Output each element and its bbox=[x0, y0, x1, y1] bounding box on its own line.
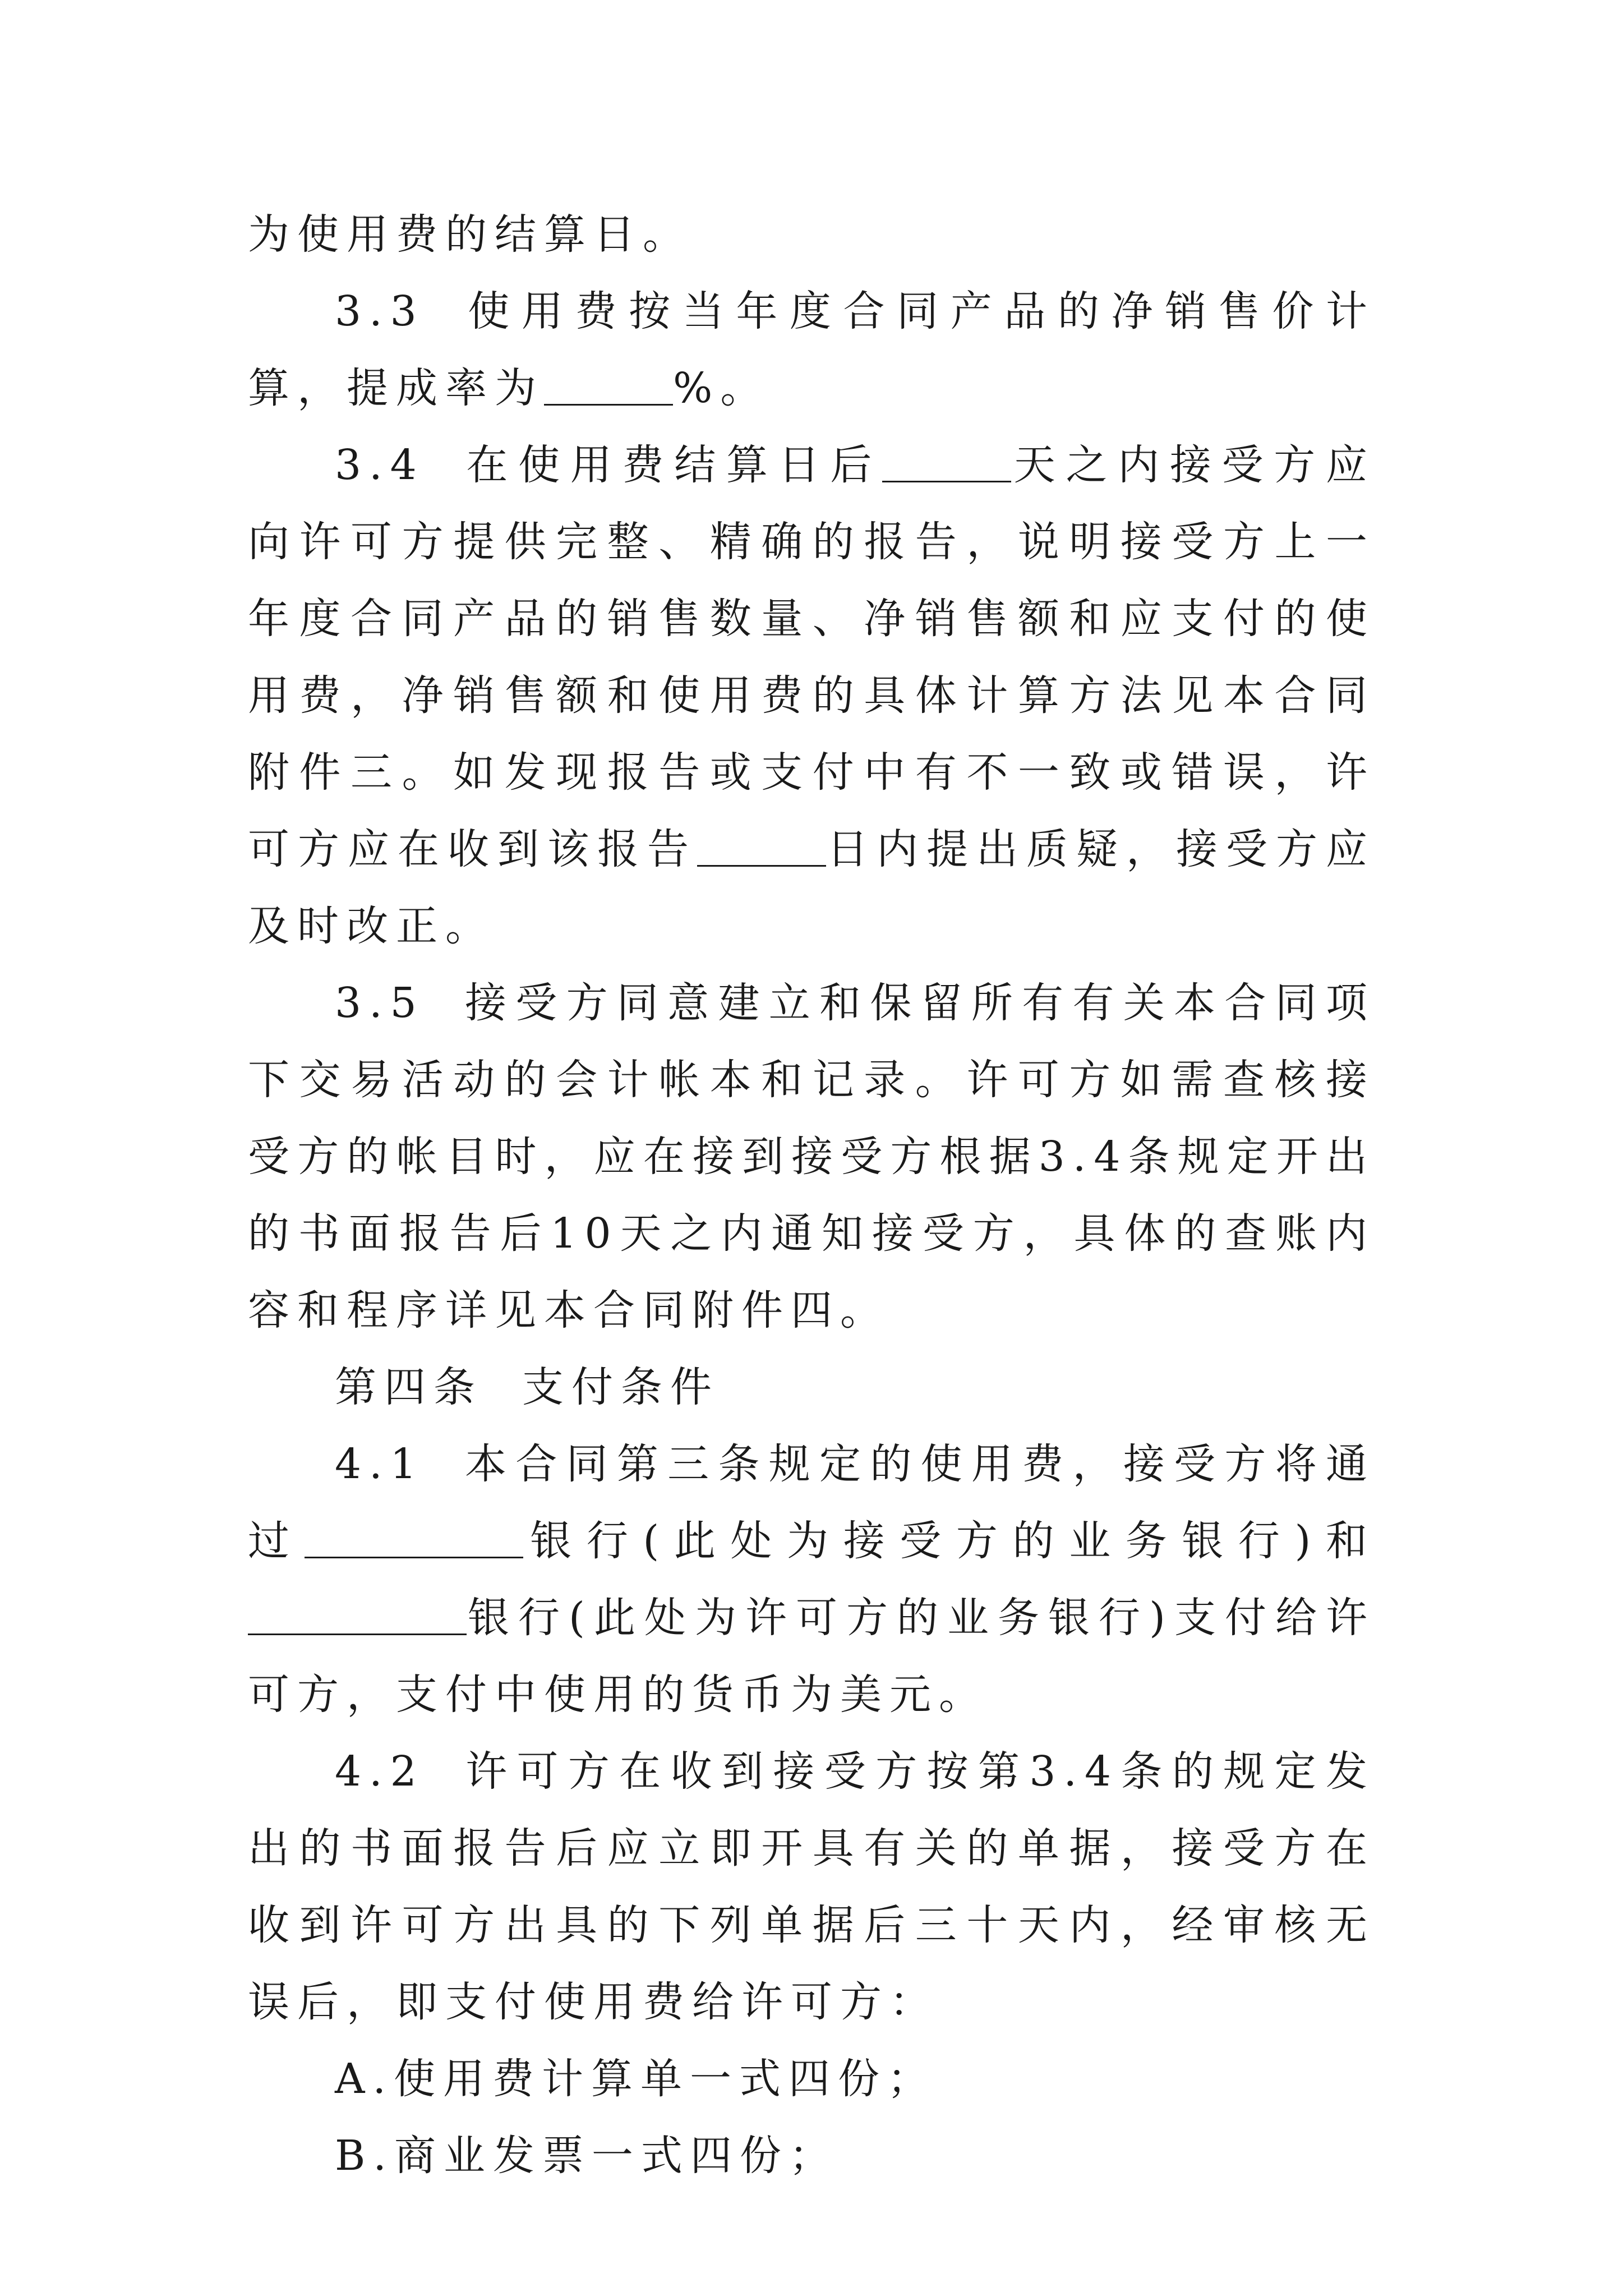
list-item-b bbox=[248, 2118, 1375, 2194]
clause-number: 3.4 bbox=[335, 441, 425, 489]
clause-number: 4.1 bbox=[335, 1440, 425, 1488]
clause-text: 本合同第三条规定的使用费，接受方将通过 bbox=[248, 1440, 1375, 1565]
clause-4-1 bbox=[248, 1426, 1375, 1733]
clause-4-2 bbox=[248, 1733, 1375, 2041]
list-item-a bbox=[248, 2041, 1375, 2118]
article-number: 第四条 bbox=[335, 1363, 483, 1411]
clause-text: 在使用费结算日后 bbox=[463, 441, 883, 489]
clause-3-4 bbox=[248, 427, 1375, 965]
clause-text-middle: 天之内接受方应向许可方提供完整、精确的报告，说明接受方上一年度合同产品的销售数量、净销售额和应支付的使用费，净销售额和使用费的具体计算方法见本合同附件三。如发现报告或支付中有不一致或错误，许可方应在收到该报告 bbox=[248, 441, 1376, 873]
list-item-text: B.商业发票一式四份； bbox=[335, 2132, 838, 2180]
article-title: 支付条件 bbox=[522, 1363, 720, 1411]
clause-text-middle: 银行(此处为接受方的业务银行)和 bbox=[523, 1517, 1375, 1565]
clause-text: 使用费按当年度合同产品的净销售价计算，提成率为 bbox=[248, 287, 1375, 412]
clause-number: 3.3 bbox=[335, 287, 425, 335]
blank-objection-days[interactable] bbox=[697, 825, 826, 867]
clause-text: 许可方在收到接受方按第3.4条的规定发出的书面报告后应立即开具有关的单据，接受方在收到许可方出具的下列单据后三十天内，经审核无误后，即支付使用费给许可方： bbox=[248, 1747, 1375, 2026]
document-body bbox=[248, 196, 1375, 2194]
blank-royalty-rate[interactable] bbox=[544, 364, 673, 406]
clause-number: 3.5 bbox=[335, 979, 425, 1027]
blank-licensor-bank[interactable] bbox=[248, 1593, 467, 1635]
clause-text: 接受方同意建立和保留所有有关本合同项下交易活动的会计帐本和记录。许可方如需查核接受方的帐目时，应在接到接受方根据3.4条规定开出的书面报告后10天之内通知接受方，具体的查账内容和程序详见本合同附件四。 bbox=[248, 979, 1375, 1335]
clause-text-end: %。 bbox=[673, 364, 770, 412]
list-item-text: A.使用费计算单一式四份； bbox=[335, 2055, 937, 2103]
article-4-heading bbox=[248, 1349, 1375, 1426]
clause-text-end: 银行(此处为许可方的业务银行)支付给许可方，支付中使用的货币为美元。 bbox=[248, 1594, 1375, 1719]
blank-licensee-bank[interactable] bbox=[305, 1516, 523, 1558]
clause-3-3 bbox=[248, 273, 1375, 427]
clause-3-5 bbox=[248, 965, 1375, 1349]
paragraph-text: 为使用费的结算日。 bbox=[248, 210, 692, 259]
blank-report-days[interactable] bbox=[882, 440, 1011, 482]
clause-text-end: 日内提出质疑，接受方应及时改正。 bbox=[248, 825, 1375, 950]
paragraph-settlement-day bbox=[248, 196, 1375, 273]
clause-number: 4.2 bbox=[335, 1747, 425, 1796]
